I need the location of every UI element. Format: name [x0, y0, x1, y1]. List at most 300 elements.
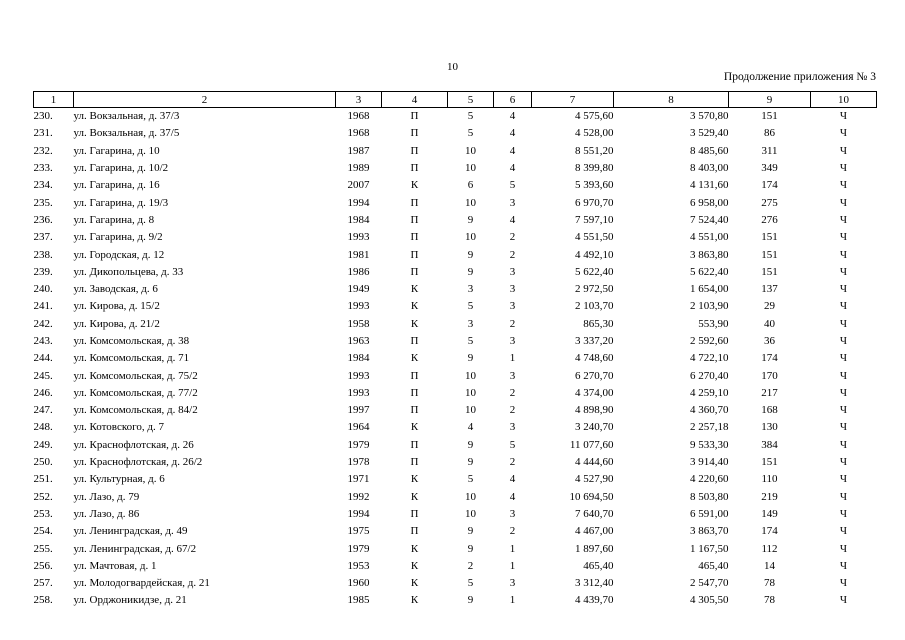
cell-wall-material: П	[410, 231, 419, 244]
cell-row-number: 243.	[33, 335, 53, 347]
cell-wall-material: К	[410, 594, 419, 607]
cell-row-number: 258.	[33, 594, 53, 607]
table-row	[34, 437, 877, 454]
table-row	[34, 246, 877, 263]
cell-row-number: 247.	[33, 404, 53, 417]
cell-wall-material: П	[410, 507, 419, 520]
cell-floors: 3	[467, 317, 474, 330]
cell-entrances: 4	[509, 473, 516, 486]
cell-row-number: 250.	[33, 456, 53, 469]
cell-floors: 10	[465, 386, 476, 399]
cell-living-area: 3 863,80	[690, 248, 729, 261]
cell-category: Ч	[839, 144, 848, 157]
cell-total-area: 6 970,70	[575, 196, 614, 209]
cell-build-year: 1994	[347, 196, 370, 209]
cell-address: ул. Лазо, д. 79	[73, 490, 140, 503]
cell-address: ул. Гагарина, д. 10/2	[73, 162, 169, 175]
cell-residents: 151	[761, 110, 778, 123]
cell-residents: 384	[761, 438, 778, 451]
cell-address: ул. Гагарина, д. 9/2	[73, 231, 163, 244]
table-row	[34, 592, 877, 609]
cell-wall-material: П	[410, 110, 419, 123]
cell-total-area: 4 527,90	[575, 473, 614, 486]
cell-floors: 6	[467, 179, 474, 192]
cell-living-area: 4 220,60	[690, 473, 729, 486]
cell-build-year: 1993	[347, 231, 370, 244]
cell-floors: 5	[467, 473, 474, 486]
cell-living-area: 5 622,40	[690, 265, 729, 278]
cell-floors: 9	[467, 352, 474, 365]
cell-total-area: 5 622,40	[575, 265, 614, 278]
cell-total-area: 1 897,60	[575, 542, 614, 555]
cell-row-number: 251.	[33, 473, 53, 486]
cell-total-area: 3 337,20	[575, 335, 614, 347]
cell-row-number: 256.	[33, 559, 53, 572]
cell-build-year: 1992	[347, 490, 370, 503]
cell-address: ул. Комсомольская, д. 75/2	[73, 369, 198, 382]
cell-entrances: 2	[509, 317, 516, 330]
cell-address: ул. Городская, д. 12	[73, 248, 165, 261]
cell-entrances: 4	[509, 127, 516, 140]
cell-total-area: 4 492,10	[575, 248, 614, 261]
cell-living-area: 3 863,70	[690, 525, 729, 538]
column-header: 10	[811, 92, 877, 108]
cell-build-year: 1993	[347, 386, 370, 399]
table-row	[34, 540, 877, 557]
cell-category: Ч	[839, 386, 848, 399]
cell-build-year: 1964	[347, 421, 370, 434]
cell-row-number: 249.	[33, 438, 53, 451]
cell-floors: 10	[465, 404, 476, 417]
cell-living-area: 2 103,90	[690, 300, 729, 313]
cell-residents: 151	[761, 265, 778, 278]
cell-entrances: 2	[509, 386, 516, 399]
cell-build-year: 1981	[347, 248, 370, 261]
table-row	[34, 125, 877, 142]
cell-category: Ч	[839, 490, 848, 503]
cell-build-year: 1978	[347, 456, 370, 469]
cell-entrances: 2	[509, 456, 516, 469]
cell-build-year: 1960	[347, 577, 370, 590]
column-header: 3	[336, 92, 382, 108]
cell-row-number: 236.	[33, 213, 53, 226]
cell-wall-material: К	[410, 179, 419, 192]
cell-entrances: 3	[509, 369, 516, 382]
cell-wall-material: П	[410, 248, 419, 261]
cell-total-area: 4 439,70	[575, 594, 614, 607]
table-row	[34, 402, 877, 419]
cell-total-area: 4 374,00	[575, 386, 614, 399]
cell-row-number: 253.	[33, 507, 53, 520]
cell-address: ул. Комсомольская, д. 77/2	[73, 386, 198, 399]
cell-build-year: 1993	[347, 300, 370, 313]
cell-address: ул. Краснофлотская, д. 26	[73, 438, 194, 451]
cell-entrances: 1	[509, 352, 516, 365]
cell-residents: 86	[764, 127, 775, 140]
cell-address: ул. Краснофлотская, д. 26/2	[73, 456, 203, 469]
cell-address: ул. Гагарина, д. 16	[73, 179, 160, 192]
cell-entrances: 2	[509, 248, 516, 261]
cell-row-number: 241.	[33, 300, 53, 313]
cell-residents: 170	[761, 369, 778, 382]
cell-residents: 112	[761, 542, 778, 555]
cell-residents: 149	[761, 507, 778, 520]
table-row	[34, 177, 877, 194]
cell-category: Ч	[839, 110, 848, 123]
cell-living-area: 2 592,60	[690, 335, 729, 347]
cell-wall-material: К	[410, 352, 419, 365]
table-row	[34, 489, 877, 506]
cell-floors: 10	[465, 507, 476, 520]
cell-category: Ч	[839, 213, 848, 226]
cell-row-number: 252.	[33, 490, 53, 503]
table-row	[34, 575, 877, 592]
cell-entrances: 5	[509, 179, 516, 192]
cell-build-year: 1971	[347, 473, 370, 486]
cell-residents: 168	[761, 404, 778, 417]
cell-wall-material: П	[410, 196, 419, 209]
cell-entrances: 3	[509, 335, 516, 347]
cell-row-number: 237.	[33, 231, 53, 244]
cell-row-number: 233.	[33, 162, 53, 175]
column-header: 5	[448, 92, 494, 108]
table-row	[34, 316, 877, 333]
cell-residents: 130	[761, 421, 778, 434]
table-row	[34, 506, 877, 523]
cell-residents: 29	[764, 300, 775, 313]
cell-address: ул. Молодогвардейская, д. 21	[73, 577, 210, 590]
cell-category: Ч	[839, 352, 848, 365]
table-row	[34, 281, 877, 298]
cell-total-area: 4 551,50	[575, 231, 614, 244]
column-header: 4	[382, 92, 448, 108]
cell-total-area: 465,40	[583, 559, 614, 572]
column-header: 1	[34, 92, 74, 108]
cell-category: Ч	[839, 265, 848, 278]
cell-wall-material: П	[410, 386, 419, 399]
cell-category: Ч	[839, 179, 848, 192]
cell-living-area: 465,40	[698, 559, 729, 572]
cell-build-year: 1985	[347, 594, 370, 607]
table-row	[34, 523, 877, 540]
cell-address: ул. Вокзальная, д. 37/3	[73, 110, 180, 123]
cell-entrances: 3	[509, 507, 516, 520]
cell-residents: 151	[761, 231, 778, 244]
cell-floors: 9	[467, 594, 474, 607]
cell-address: ул. Гагарина, д. 8	[73, 213, 155, 226]
cell-category: Ч	[839, 421, 848, 434]
cell-living-area: 1 167,50	[690, 542, 729, 555]
cell-address: ул. Дикопольцева, д. 33	[73, 265, 184, 278]
cell-living-area: 4 131,60	[690, 179, 729, 192]
cell-wall-material: П	[410, 438, 419, 451]
cell-residents: 275	[761, 196, 778, 209]
cell-wall-material: П	[410, 369, 419, 382]
cell-residents: 174	[761, 525, 778, 538]
cell-wall-material: П	[410, 213, 419, 226]
cell-row-number: 238.	[33, 248, 53, 261]
cell-floors: 9	[467, 525, 474, 538]
cell-category: Ч	[839, 248, 848, 261]
cell-build-year: 1968	[347, 110, 370, 123]
cell-address: ул. Лазо, д. 86	[73, 507, 140, 520]
cell-entrances: 3	[509, 577, 516, 590]
cell-row-number: 245.	[33, 369, 53, 382]
cell-build-year: 1993	[347, 369, 370, 382]
cell-total-area: 8 399,80	[575, 162, 614, 175]
cell-row-number: 255.	[33, 542, 53, 555]
cell-residents: 151	[761, 248, 778, 261]
cell-row-number: 234.	[33, 179, 53, 192]
cell-build-year: 1968	[347, 127, 370, 140]
cell-total-area: 2 103,70	[575, 300, 614, 313]
cell-category: Ч	[839, 317, 848, 330]
cell-wall-material: П	[410, 265, 419, 278]
cell-category: Ч	[839, 300, 848, 313]
cell-residents: 14	[764, 559, 775, 572]
cell-living-area: 4 259,10	[690, 386, 729, 399]
cell-entrances: 3	[509, 196, 516, 209]
table-row	[34, 108, 877, 126]
cell-floors: 9	[467, 456, 474, 469]
cell-living-area: 2 257,18	[690, 421, 729, 434]
cell-total-area: 4 748,60	[575, 352, 614, 365]
cell-category: Ч	[839, 559, 848, 572]
cell-floors: 3	[467, 283, 474, 296]
cell-address: ул. Ленинградская, д. 67/2	[73, 542, 197, 555]
cell-residents: 349	[761, 162, 778, 175]
cell-wall-material: П	[410, 162, 419, 175]
cell-floors: 10	[465, 196, 476, 209]
cell-category: Ч	[839, 335, 848, 347]
column-header: 2	[74, 92, 336, 108]
cell-category: Ч	[839, 196, 848, 209]
cell-entrances: 4	[509, 490, 516, 503]
cell-total-area: 4 467,00	[575, 525, 614, 538]
table-row	[34, 333, 877, 350]
cell-address: ул. Заводская, д. 6	[73, 283, 158, 296]
cell-total-area: 7 640,70	[575, 507, 614, 520]
table-row	[34, 350, 877, 367]
cell-address: ул. Гагарина, д. 10	[73, 144, 160, 157]
cell-address: ул. Котовского, д. 7	[73, 421, 164, 434]
table-row	[34, 471, 877, 488]
cell-address: ул. Мачтовая, д. 1	[73, 559, 157, 572]
cell-floors: 5	[467, 127, 474, 140]
cell-category: Ч	[839, 577, 848, 590]
cell-build-year: 1987	[347, 144, 370, 157]
cell-entrances: 5	[509, 438, 516, 451]
cell-build-year: 1949	[347, 283, 370, 296]
cell-residents: 78	[764, 594, 775, 607]
cell-row-number: 248.	[33, 421, 53, 434]
cell-entrances: 2	[509, 231, 516, 244]
cell-address: ул. Вокзальная, д. 37/5	[73, 127, 180, 140]
cell-living-area: 4 360,70	[690, 404, 729, 417]
cell-total-area: 10 694,50	[569, 490, 614, 503]
cell-floors: 10	[465, 369, 476, 382]
column-header: 8	[614, 92, 729, 108]
cell-row-number: 254.	[33, 525, 53, 538]
cell-build-year: 1986	[347, 265, 370, 278]
cell-category: Ч	[839, 404, 848, 417]
cell-row-number: 242.	[33, 317, 53, 330]
table-row	[34, 143, 877, 160]
cell-residents: 217	[761, 386, 778, 399]
cell-living-area: 553,90	[698, 317, 729, 330]
cell-living-area: 2 547,70	[690, 577, 729, 590]
cell-entrances: 4	[509, 162, 516, 175]
cell-row-number: 246.	[33, 386, 53, 399]
cell-residents: 219	[761, 490, 778, 503]
cell-living-area: 8 403,00	[690, 162, 729, 175]
table-row	[34, 194, 877, 211]
cell-address: ул. Ленинградская, д. 49	[73, 525, 188, 538]
cell-build-year: 1958	[347, 317, 370, 330]
cell-wall-material: К	[410, 577, 419, 590]
cell-total-area: 3 312,40	[575, 577, 614, 590]
cell-floors: 10	[465, 144, 476, 157]
cell-wall-material: К	[410, 317, 419, 330]
cell-living-area: 6 591,00	[690, 507, 729, 520]
cell-wall-material: К	[410, 490, 419, 503]
cell-total-area: 3 240,70	[575, 421, 614, 434]
cell-wall-material: К	[410, 300, 419, 313]
cell-living-area: 6 270,40	[690, 369, 729, 382]
cell-total-area: 5 393,60	[575, 179, 614, 192]
cell-category: Ч	[839, 283, 848, 296]
cell-total-area: 2 972,50	[575, 283, 614, 296]
cell-category: Ч	[839, 231, 848, 244]
cell-wall-material: К	[410, 559, 419, 572]
cell-address: ул. Комсомольская, д. 84/2	[73, 404, 198, 417]
cell-floors: 5	[467, 110, 474, 123]
cell-floors: 9	[467, 542, 474, 555]
table-row	[34, 212, 877, 229]
cell-category: Ч	[839, 507, 848, 520]
cell-row-number: 257.	[33, 577, 53, 590]
table-row	[34, 367, 877, 384]
column-header: 7	[532, 92, 614, 108]
cell-address: ул. Кирова, д. 21/2	[73, 317, 160, 330]
cell-entrances: 1	[509, 542, 516, 555]
cell-row-number: 239.	[33, 265, 53, 278]
cell-address: ул. Комсомольская, д. 71	[73, 352, 190, 365]
cell-category: Ч	[839, 525, 848, 538]
cell-residents: 311	[761, 144, 778, 157]
cell-entrances: 4	[509, 144, 516, 157]
cell-residents: 40	[764, 317, 775, 330]
cell-living-area: 4 551,00	[690, 231, 729, 244]
cell-row-number: 240.	[33, 283, 53, 296]
cell-living-area: 3 570,80	[690, 110, 729, 123]
cell-wall-material: К	[410, 421, 419, 434]
cell-residents: 36	[764, 335, 775, 347]
cell-floors: 5	[467, 300, 474, 313]
cell-row-number: 230.	[33, 110, 53, 123]
cell-entrances: 1	[509, 559, 516, 572]
cell-entrances: 4	[509, 213, 516, 226]
cell-build-year: 1984	[347, 352, 370, 365]
register-table	[33, 91, 877, 610]
cell-build-year: 1997	[347, 404, 370, 417]
cell-floors: 10	[465, 162, 476, 175]
cell-entrances: 2	[509, 404, 516, 417]
page-number: 10	[447, 61, 458, 73]
cell-row-number: 235.	[33, 196, 53, 209]
cell-total-area: 4 528,00	[575, 127, 614, 140]
cell-floors: 9	[467, 213, 474, 226]
cell-floors: 5	[467, 335, 474, 347]
cell-residents: 174	[761, 179, 778, 192]
cell-address: ул. Орджоникидзе, д. 21	[73, 594, 187, 607]
cell-living-area: 7 524,40	[690, 213, 729, 226]
table-row	[34, 419, 877, 436]
cell-wall-material: П	[410, 525, 419, 538]
cell-wall-material: К	[410, 542, 419, 555]
cell-row-number: 244.	[33, 352, 53, 365]
cell-category: Ч	[839, 438, 848, 451]
cell-address: ул. Кирова, д. 15/2	[73, 300, 160, 313]
cell-wall-material: К	[410, 283, 419, 296]
table-row	[34, 298, 877, 315]
cell-floors: 10	[465, 490, 476, 503]
cell-wall-material: П	[410, 404, 419, 417]
table-row	[34, 558, 877, 575]
cell-residents: 78	[764, 577, 775, 590]
cell-build-year: 1979	[347, 542, 370, 555]
cell-living-area: 4 305,50	[690, 594, 729, 607]
cell-build-year: 2007	[347, 179, 370, 192]
cell-living-area: 8 503,80	[690, 490, 729, 503]
table-row	[34, 454, 877, 471]
cell-floors: 9	[467, 438, 474, 451]
cell-wall-material: П	[410, 335, 419, 347]
cell-entrances: 3	[509, 283, 516, 296]
cell-category: Ч	[839, 127, 848, 140]
cell-category: Ч	[839, 162, 848, 175]
cell-living-area: 3 529,40	[690, 127, 729, 140]
cell-category: Ч	[839, 542, 848, 555]
cell-residents: 151	[761, 456, 778, 469]
cell-address: ул. Гагарина, д. 19/3	[73, 196, 169, 209]
column-number-row	[34, 92, 877, 108]
cell-build-year: 1953	[347, 559, 370, 572]
cell-entrances: 3	[509, 265, 516, 278]
cell-living-area: 9 533,30	[690, 438, 729, 451]
cell-entrances: 2	[509, 525, 516, 538]
cell-entrances: 3	[509, 300, 516, 313]
cell-total-area: 4 575,60	[575, 110, 614, 123]
cell-floors: 4	[467, 421, 474, 434]
cell-residents: 174	[761, 352, 778, 365]
cell-entrances: 1	[509, 594, 516, 607]
column-header: 6	[494, 92, 532, 108]
cell-category: Ч	[839, 473, 848, 486]
cell-build-year: 1979	[347, 438, 370, 451]
cell-floors: 9	[467, 248, 474, 261]
cell-floors: 5	[467, 577, 474, 590]
cell-row-number: 232.	[33, 144, 53, 157]
cell-floors: 10	[465, 231, 476, 244]
cell-residents: 110	[761, 473, 778, 486]
cell-total-area: 4 444,60	[575, 456, 614, 469]
table-row	[34, 160, 877, 177]
cell-wall-material: К	[410, 473, 419, 486]
cell-total-area: 865,30	[583, 317, 614, 330]
cell-total-area: 6 270,70	[575, 369, 614, 382]
cell-category: Ч	[839, 369, 848, 382]
